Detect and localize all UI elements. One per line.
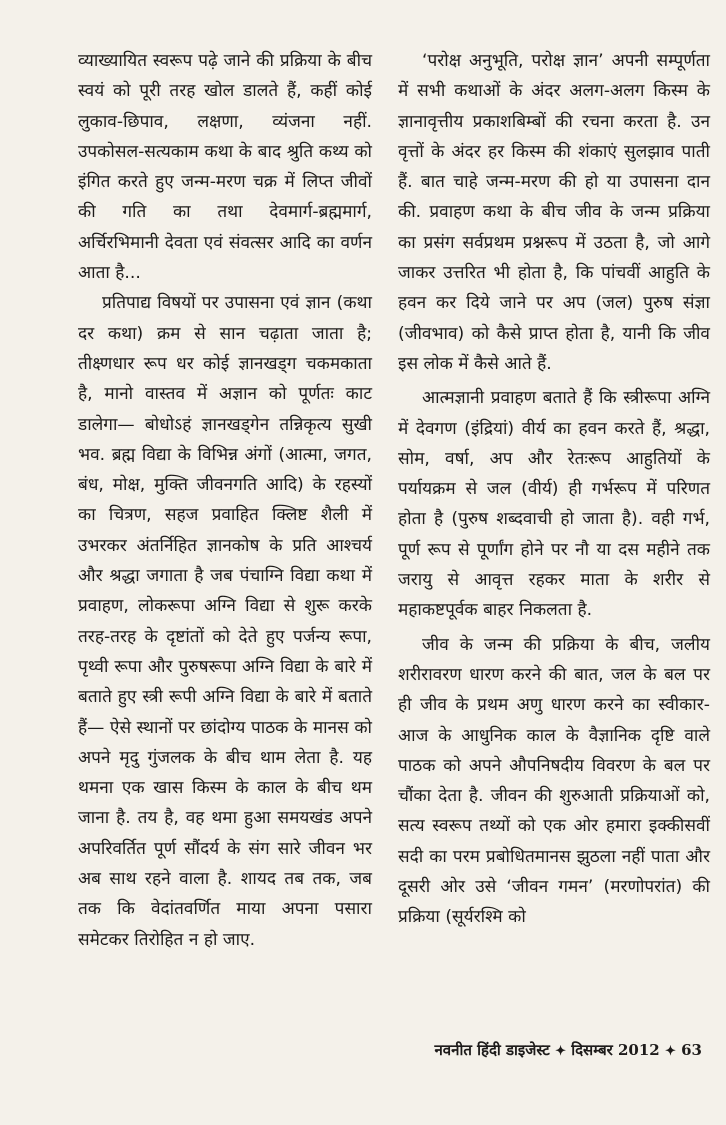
right-paragraph-1: ‘परोक्ष अनुभूति, परोक्ष ज्ञान’ अपनी सम्पूर्णता में सभी कथाओं के अंदर अलग-अलग किस्म के ज्ञानावृत्तीय प्रकाशबिम्बों की रचना करता है. उन वृत्तों के अंदर हर किस्म की शंकाएं सुलझाव पाती हैं. बात चाहे जन्म-मरण की हो या उपासना दान की. प्रवाहण कथा के बीच जीव के जन्म प्रक्रिया का प्रसंग सर्वप्रथम प्रश्नरूप में उठता है, जो आगे जाकर उत्तरित भी होता है, कि पांचवीं आहुति के हवन कर दिये जाने पर अप (जल) पुरुष संज्ञा (जीवभाव) को कैसे प्राप्त होता है, यानी कि जीव इस लोक में कैसे आते हैं. (398, 51, 710, 374)
page-footer (434, 1040, 702, 1060)
right-paragraph-3: जीव के जन्म की प्रक्रिया के बीच, जलीय शरीरावरण धारण करने की बात, जल के बल पर ही जीव के प्रथम अणु धारण करने का स्वीकार- आज के आधुनिक काल के वैज्ञानिक दृष्टि वाले पाठक को अपने औपनिषदीय विवरण के बल पर चौंका देता है. जीवन की शुरुआती प्रक्रियाओं को, सत्य स्वरूप तथ्यों को एक ओर हमारा इक्कीसवीं सदी का परम प्रबोधितमानस झुठला नहीं पाता और दूसरी ओर उसे ‘जीवन गमन’ (मरणोपरांत) की प्रक्रिया (सूर्यरश्मि को (398, 634, 710, 928)
right-paragraph-2: आत्मज्ञानी प्रवाहण बताते हैं कि स्त्रीरूपा अग्नि में देवगण (इंद्रियां) वीर्य का हवन करते हैं, श्रद्धा, सोम, वर्षा, अप और रेतःरूप आहुतियों के पर्यायक्रम से जल (वीर्य) ही गर्भरूप में परिणत होता है (पुरुष शब्दवाची हो जाता है). वही गर्भ, पूर्ण रूप से पूर्णांग होने पर नौ या दस महीने तक जरायु से आवृत्त रहकर माता के शरीर से महाकष्टपूर्वक बाहर निकलता है. (398, 388, 710, 621)
left-paragraph-1: व्याख्यायित स्वरूप पढ़े जाने की प्रक्रिया के बीच स्वयं को पूरी तरह खोल डालते हैं, कहीं कोई लुकाव-छिपाव, लक्षणा, व्यंजना नहीं. उपकोसल-सत्यकाम कथा के बाद श्रुति कथ्य को इंगित करते हुए जन्म-मरण चक्र में लिप्त जीवों की गति का तथा देवमार्ग-ब्रह्ममार्ग, अर्चिरभिमानी देवता एवं संवत्सर आदि का वर्णन आता है... (78, 51, 372, 284)
left-column (78, 46, 372, 955)
issue-date: दिसम्बर 2012 (571, 1041, 660, 1059)
left-paragraph-2: प्रतिपाद्य विषयों पर उपासना एवं ज्ञान (कथा दर कथा) क्रम से सान चढ़ाता जाता है; तीक्ष्णधार रूप धर कोई ज्ञानखड्ग चकमकाता है, मानो वास्तव में अज्ञान को पूर्णतः काट डालेगा— बोधोऽहं ज्ञानखड्गेन तन्निकृत्य सुखी भव. ब्रह्म विद्या के विभिन्न अंगों (आत्मा, जगत, बंध, मोक्ष, मुक्ति जीवनगति आदि) के रहस्यों का चित्रण, सहज प्रवाहित क्लिष्ट शैली में उभरकर अंतर्निहित ज्ञानकोष के प्रति आश्चर्य और श्रद्धा जगाता है जब पंचाग्नि विद्या कथा में प्रवाहण, लोकरूपा अग्नि विद्या से शुरू करके तरह-तरह के दृष्टांतों को देते हुए पर्जन्य रूपा, पृथ्वी रूपा और पुरुषरूपा अग्नि विद्या के बारे में बताते हुए स्त्री रूपी अग्नि विद्या के बारे में बताते हैं— ऐसे स्थानों पर छांदोग्य पाठक के मानस को अपने मृदु गुंजलक के बीच थाम लेता है. यह थमना एक खास किस्म के काल के बीच थम जाना है. तय है, वह थमा हुआ समयखंड अपने अपरिवर्तित पूर्ण सौंदर्य के संग सारे जीवन भर अब साथ रहने वाला है. शायद तब तक, जब तक कि वेदांतवर्णित माया अपना पसारा समेटकर तिरोहित न हो जाए. (78, 293, 372, 950)
publication-name: नवनीत हिंदी डाइजेस्ट (434, 1041, 550, 1059)
page-number: 63 (681, 1041, 702, 1059)
star-separator-icon: ✦ (555, 1044, 566, 1059)
star-separator-icon: ✦ (664, 1044, 676, 1059)
right-column (398, 46, 710, 933)
